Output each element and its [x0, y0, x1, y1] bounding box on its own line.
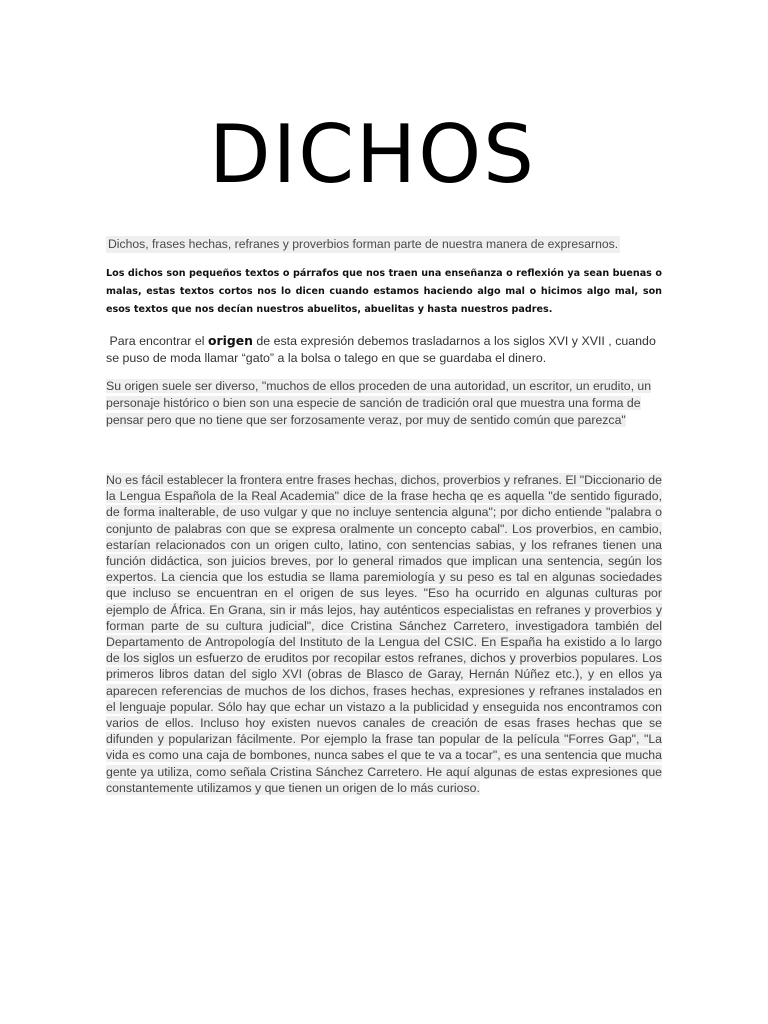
definition-paragraph: Los dichos son pequeños textos o párrafos que nos traen una enseñanza o reflexión ya sean buenas o malas, estas textos cortos nos lo dicen cuando estamos haciendo algo mal o hicimos algo mal, son esos textos que nos decían nuestros abuelitos, abuelitas y hasta nuestros padres.	[106, 268, 662, 315]
intro-text: Dichos, frases hechas, refranes y proverbios forman parte de nuestra manera de expresarnos.	[108, 237, 619, 251]
diverse-origin-text: Su origen suele ser diverso, "muchos de ellos proceden de una autoridad, un escritor, un erudito, un personaje histórico o bien son una especie de sanción de tradición oral que muestra una forma de pensar pero que no tiene que ser forzosamente veraz, por muy de sentido común que parezca"	[106, 379, 652, 427]
origin-paragraph	[106, 332, 662, 367]
diverse-origin-paragraph	[106, 378, 662, 429]
origin-keyword: origen	[207, 333, 253, 348]
origin-text-before: Para encontrar el	[109, 334, 208, 348]
intro-paragraph	[106, 236, 662, 252]
main-text: No es fácil establecer la frontera entre frases hechas, dichos, proverbios y refranes. El "Diccionario de la Lengua Española de la Real Academia" dice de la frase hecha qe es aquella "de sentido figurado, de forma inalterable, de uso vulgar y que no incluye sentencia alguna"; por dicho entiende "palabra o conjunto de palabras con que se expresa oralmente un concepto cabal". Los proverbios, en cambio, estarían relacionados con un origen culto, latino, con sentencias sabias, y los refranes tienen una función didáctica, son juicios breves, por lo general rimados que implican una sentencia, según los expertos. La ciencia que los estudia se llama paremiología y su peso es tal en algunas sociedades que incluso se encuentran en el origen de sus leyes. "Eso ha ocurrido en algunas culturas por ejemplo de África. En Grana, sin ir más lejos, hay auténticos especialistas en refranes y proverbios y forman parte de su cultura judicial", dice Cristina Sánchez Carretero, investigadora también del Departamento de Antropología del Instituto de la Lengua del CSIC. En España ha existido a lo largo de los siglos un esfuerzo de eruditos por recopilar estos refranes, dichos y proverbios populares. Los primeros libros datan del siglo XVI (obras de Blasco de Garay, Hernán Núñez etc.), y en ellos ya aparecen referencias de muchos de los dichos, frases hechas, expresiones y refranes instalados en el lenguaje popular. Sólo hay que echar un vistazo a la publicidad y enseguida nos encontramos con varios de ellos. Incluso hoy existen nuevos canales de creación de esas frases hechas que se difunden y popularizan fácilmente. Por ejemplo la frase tan popular de la película "Forres Gap", "La vida es como una caja de bombones, nunca sabes el que te va a tocar", es una sentencia que mucha gente ya utiliza, como señala Cristina Sánchez Carretero. He aquí algunas de estas expresiones que constantemente utilizamos y que tienen un origen de lo más curioso.	[106, 473, 662, 795]
origin-text-after: de esta expresión debemos trasladarnos a los siglos XVI y XVII , cuando se puso de moda llamar “gato” a la bolsa o talego en que se guardaba el dinero.	[106, 334, 656, 365]
main-text-paragraph	[106, 472, 662, 796]
document-title: DICHOS	[209, 108, 536, 201]
